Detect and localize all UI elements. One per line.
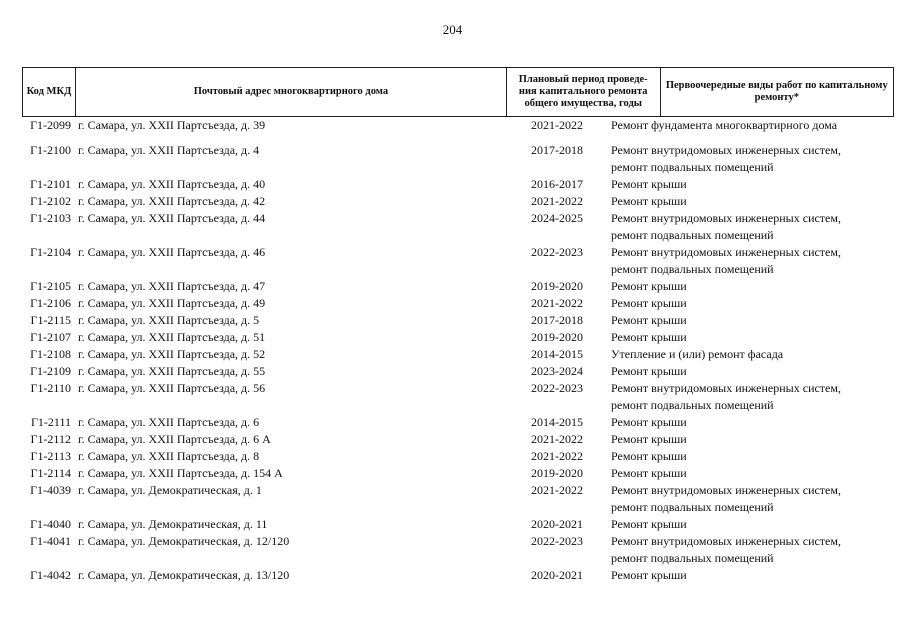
row-works (607, 567, 894, 584)
row-period: 2017-2018 (531, 313, 583, 327)
row-works-line: Ремонт крыши (611, 279, 687, 293)
table-row (22, 117, 894, 134)
row-address: г. Самара, ул. XXII Партсъезда, д. 44 (78, 211, 266, 225)
row-period: 2021-2022 (531, 296, 583, 310)
row-address: г. Самара, ул. XXII Партсъезда, д. 6 (78, 415, 260, 429)
row-code: Г1-2102 (30, 194, 71, 208)
row-code: Г1-4041 (30, 534, 71, 548)
row-code: Г1-2111 (30, 415, 71, 429)
row-address: г. Самара, ул. XXII Партсъезда, д. 5 (78, 313, 260, 327)
table-row (22, 295, 894, 312)
row-address: г. Самара, ул. XXII Партсъезда, д. 46 (78, 245, 266, 259)
row-works (607, 278, 894, 295)
row-works-line: Ремонт внутридомовых инженерных систем, (611, 245, 841, 259)
row-period: 2023-2024 (531, 364, 583, 378)
row-period: 2019-2020 (531, 466, 583, 480)
row-period: 2022-2023 (531, 245, 583, 259)
row-works-line: Ремонт крыши (611, 449, 687, 463)
row-period: 2021-2022 (531, 194, 583, 208)
row-works (607, 117, 894, 134)
row-works-line: ремонт подвальных помещений (611, 398, 774, 412)
row-works-line: Ремонт фундамента многоквартирного дома (611, 118, 838, 132)
row-works (607, 244, 894, 278)
row-address: г. Самара, ул. Демократическая, д. 11 (78, 517, 268, 531)
row-code: Г1-2113 (30, 449, 71, 463)
row-works (607, 533, 894, 567)
header-period: Плановый период проведе-ния капитального ремонта общего имущества, годы (507, 68, 661, 116)
row-works-line: ремонт подвальных помещений (611, 500, 774, 514)
row-works (607, 142, 894, 176)
table-row (22, 176, 894, 193)
row-works-line: Ремонт внутридомовых инженерных систем, (611, 483, 841, 497)
row-code: Г1-4039 (30, 483, 71, 497)
row-works (607, 431, 894, 448)
row-works-line: Ремонт крыши (611, 517, 687, 531)
row-period: 2020-2021 (531, 568, 583, 582)
row-works-line: Ремонт крыши (611, 364, 687, 378)
table-row (22, 346, 894, 363)
table-row (22, 329, 894, 346)
row-address: г. Самара, ул. XXII Партсъезда, д. 4 (78, 143, 260, 157)
row-works-line: ремонт подвальных помещений (611, 228, 774, 242)
row-works-line: Утепление и (или) ремонт фасада (611, 347, 784, 361)
row-works-line: Ремонт внутридомовых инженерных систем, (611, 381, 841, 395)
row-works-line: Ремонт внутридомовых инженерных систем, (611, 211, 841, 225)
table-header (22, 67, 894, 117)
row-works (607, 329, 894, 346)
row-period: 2014-2015 (531, 415, 583, 429)
row-code: Г1-2110 (30, 381, 71, 395)
row-address: г. Самара, ул. Демократическая, д. 13/120 (78, 568, 290, 582)
row-works-line: Ремонт крыши (611, 194, 687, 208)
row-address: г. Самара, ул. XXII Партсъезда, д. 51 (78, 330, 266, 344)
table-row (22, 431, 894, 448)
table-body (22, 117, 894, 584)
table-row (22, 465, 894, 482)
row-address: г. Самара, ул. XXII Партсъезда, д. 6 А (78, 432, 271, 446)
row-works (607, 380, 894, 414)
row-address: г. Самара, ул. XXII Партсъезда, д. 47 (78, 279, 266, 293)
row-address: г. Самара, ул. XXII Партсъезда, д. 154 А (78, 466, 283, 480)
row-period: 2022-2023 (531, 534, 583, 548)
table-row (22, 244, 894, 278)
table-row (22, 312, 894, 329)
row-address: г. Самара, ул. XXII Партсъезда, д. 39 (78, 118, 266, 132)
row-works (607, 363, 894, 380)
row-works-line: Ремонт внутридомовых инженерных систем, (611, 143, 841, 157)
row-code: Г1-2115 (30, 313, 71, 327)
row-code: Г1-4042 (30, 568, 71, 582)
row-address: г. Самара, ул. XXII Партсъезда, д. 40 (78, 177, 266, 191)
row-works-line: Ремонт крыши (611, 432, 687, 446)
row-works-line: ремонт подвальных помещений (611, 262, 774, 276)
row-period: 2020-2021 (531, 517, 583, 531)
row-period: 2017-2018 (531, 143, 583, 157)
row-code: Г1-2112 (30, 432, 71, 446)
row-works-line: Ремонт крыши (611, 313, 687, 327)
row-code: Г1-2105 (30, 279, 71, 293)
table-row (22, 193, 894, 210)
row-works-line: Ремонт крыши (611, 568, 687, 582)
row-code: Г1-2108 (30, 347, 71, 361)
row-works-line: Ремонт крыши (611, 296, 687, 310)
row-address: г. Самара, ул. Демократическая, д. 1 (78, 483, 262, 497)
header-address: Почтовый адрес многоквартирного дома (76, 68, 507, 116)
row-works-line: Ремонт внутридомовых инженерных систем, (611, 534, 841, 548)
row-address: г. Самара, ул. XXII Партсъезда, д. 42 (78, 194, 266, 208)
row-period: 2019-2020 (531, 330, 583, 344)
table-row (22, 448, 894, 465)
header-code: Код МКД (23, 68, 76, 116)
row-period: 2019-2020 (531, 279, 583, 293)
row-address: г. Самара, ул. XXII Партсъезда, д. 55 (78, 364, 266, 378)
row-works-line: ремонт подвальных помещений (611, 551, 774, 565)
table-row (22, 380, 894, 414)
table-row (22, 567, 894, 584)
row-works (607, 482, 894, 516)
row-period: 2021-2022 (531, 432, 583, 446)
row-code: Г1-2109 (30, 364, 71, 378)
row-works (607, 176, 894, 193)
table-row (22, 363, 894, 380)
row-period: 2014-2015 (531, 347, 583, 361)
row-period: 2016-2017 (531, 177, 583, 191)
row-works (607, 193, 894, 210)
row-address: г. Самара, ул. XXII Партсъезда, д. 49 (78, 296, 266, 310)
row-address: г. Самара, ул. XXII Партсъезда, д. 56 (78, 381, 266, 395)
table-row (22, 278, 894, 295)
row-works (607, 210, 894, 244)
table-row (22, 482, 894, 516)
table-row (22, 142, 894, 176)
header-works: Первоочередные виды работ по капитальному ремонту* (665, 80, 888, 103)
row-code: Г1-2099 (30, 118, 71, 132)
row-code: Г1-2104 (30, 245, 71, 259)
row-code: Г1-2107 (30, 330, 71, 344)
row-works (607, 414, 894, 431)
table-row (22, 516, 894, 533)
row-works (607, 448, 894, 465)
row-code: Г1-2100 (30, 143, 71, 157)
row-works (607, 465, 894, 482)
row-works (607, 516, 894, 533)
row-works (607, 295, 894, 312)
row-address: г. Самара, ул. XXII Партсъезда, д. 8 (78, 449, 260, 463)
row-works-line: Ремонт крыши (611, 330, 687, 344)
row-code: Г1-2114 (30, 466, 71, 480)
row-works-line: Ремонт крыши (611, 466, 687, 480)
row-period: 2021-2022 (531, 118, 583, 132)
row-works-line: Ремонт крыши (611, 415, 687, 429)
row-works-line: Ремонт крыши (611, 177, 687, 191)
row-address: г. Самара, ул. XXII Партсъезда, д. 52 (78, 347, 266, 361)
row-works (607, 312, 894, 329)
row-works-line: ремонт подвальных помещений (611, 160, 774, 174)
row-period: 2021-2022 (531, 449, 583, 463)
row-address: г. Самара, ул. Демократическая, д. 12/120 (78, 534, 290, 548)
page-number: 204 (442, 22, 463, 37)
row-code: Г1-2101 (30, 177, 71, 191)
row-code: Г1-2106 (30, 296, 71, 310)
row-code: Г1-4040 (30, 517, 71, 531)
row-period: 2024-2025 (531, 211, 583, 225)
table-row (22, 414, 894, 431)
row-works (607, 346, 894, 363)
row-code: Г1-2103 (30, 211, 71, 225)
row-period: 2022-2023 (531, 381, 583, 395)
row-period: 2021-2022 (531, 483, 583, 497)
table-row (22, 533, 894, 567)
table-row (22, 210, 894, 244)
